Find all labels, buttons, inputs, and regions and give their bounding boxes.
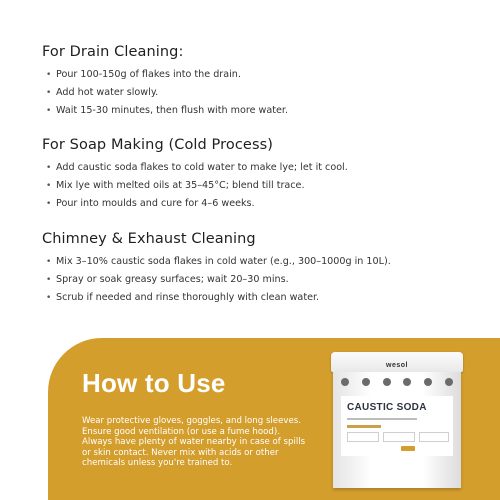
brand-logo: wesol [386,362,408,369]
safety-text: Wear protective gloves, goggles, and long sleeves. Ensure good ventilation (or use a fume hood). Always have plenty of water nearby in case of spills or skin contact. Never mix with acids or other chemicals unless you're trained to. [82,416,306,468]
label-bar [347,425,381,428]
instruction-list [42,66,482,120]
list-item: • Pour into moulds and cure for 4–6 weeks. [42,195,482,213]
section-title: For Drain Cleaning: [42,44,184,60]
label-box [383,432,415,442]
weight-badge [401,446,415,451]
list-item: • Mix 3–10% caustic soda flakes in cold water (e.g., 300–1000g in 10L). [42,253,482,271]
instruction-list [42,253,482,307]
product-name: CAUSTIC SODA [347,402,427,413]
list-item: • Mix lye with melted oils at 35–45°C; blend till trace. [42,177,482,195]
section-title: For Soap Making (Cold Process) [42,137,274,153]
jar-body [333,372,461,488]
list-item: • Scrub if needed and rinse thoroughly with clean water. [42,289,482,307]
product-jar-image [331,352,463,488]
list-item: • Add caustic soda flakes to cold water to make lye; let it cool. [42,159,482,177]
label-line [347,418,417,420]
jar-lid [331,352,463,372]
hazard-icon [403,378,411,386]
list-item: • Wait 15-30 minutes, then flush with more water. [42,102,482,120]
hazard-icon [424,378,432,386]
soap-making-section [42,137,482,213]
product-label [341,396,453,456]
label-box [419,432,449,442]
list-item: • Add hot water slowly. [42,84,482,102]
list-item: • Pour 100-150g of flakes into the drain. [42,66,482,84]
how-to-use-title: How to Use [82,368,226,398]
drain-cleaning-section [42,44,482,120]
list-item: • Spray or soak greasy surfaces; wait 20–30 mins. [42,271,482,289]
instruction-list [42,159,482,213]
hazard-icon [341,378,349,386]
hazard-icons [341,378,453,390]
hazard-icon [383,378,391,386]
hazard-icon [445,378,453,386]
chimney-cleaning-section [42,231,482,307]
section-title: Chimney & Exhaust Cleaning [42,231,256,247]
hazard-icon [362,378,370,386]
label-box [347,432,379,442]
